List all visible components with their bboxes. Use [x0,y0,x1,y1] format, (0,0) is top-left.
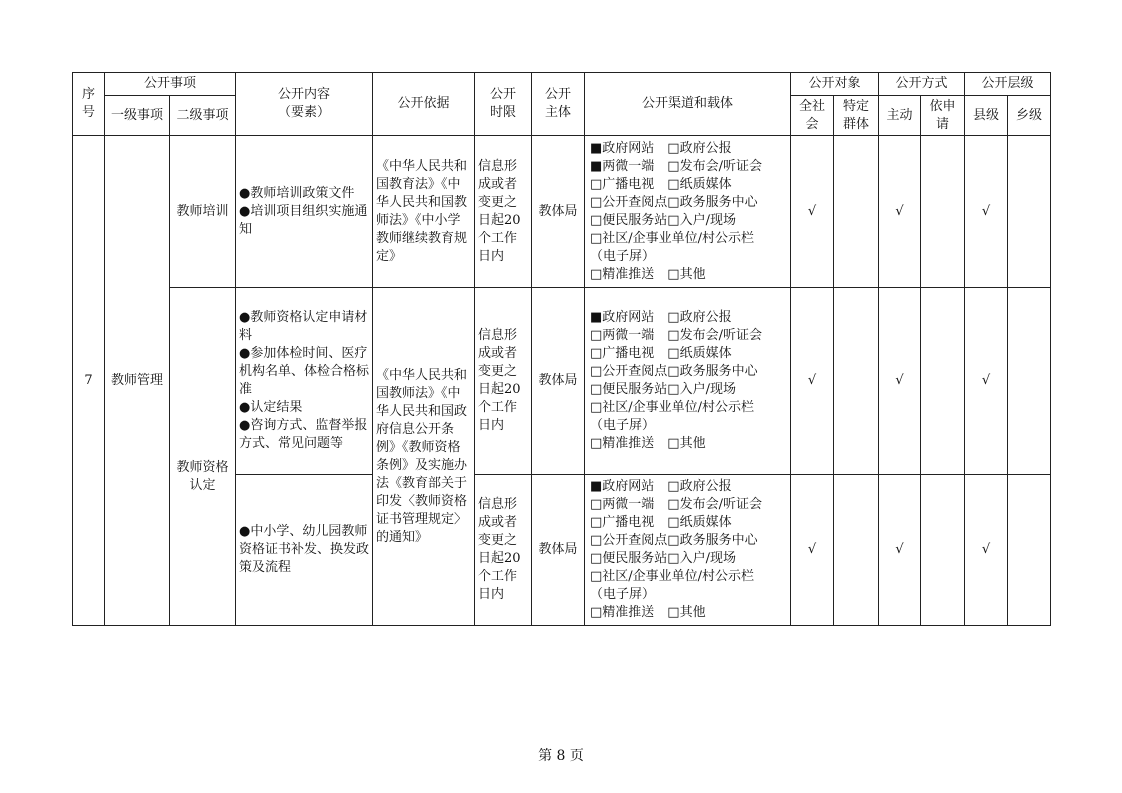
level-township-mark [1008,136,1051,288]
header-level-township: 乡级 [1008,96,1051,136]
header-seq: 序号 [73,73,105,136]
channel-line: （电子屏） [590,587,656,602]
level1-cell: 教师管理 [105,136,170,626]
method-apply-mark [921,475,965,626]
channel-line: □公开查阅点□政务服务中心 [590,364,758,379]
channel-line: （电子屏） [590,248,656,264]
header-audience-specific: 特定 群体 [834,96,879,136]
channel-line: □广播电视 □纸质媒体 [590,346,732,361]
header-audience-all: 全社 会 [791,96,834,136]
basis-cell: 《中华人民共和国教师法》《中华人民共和国政府信息公开条例》《教师资格条例》及实施办法《教育部关于印发〈教师资格证书管理规定〉的通知》 [373,288,475,626]
header-basis: 公开依据 [373,73,475,136]
channel-line: □便民服务站□入户/现场 [590,551,736,566]
header-method-active: 主动 [879,96,921,136]
channel-line: □便民服务站□入户/现场 [590,382,736,397]
level-county-mark: √ [965,136,1008,288]
channel-line: □精准推送 □其他 [590,605,706,620]
header-method: 公开方式 [879,73,965,96]
channel-cell [585,475,791,626]
audience-all-mark: √ [791,136,834,288]
header-level1: 一级事项 [105,96,170,136]
content-cell: ●教师资格认定申请材料 ●参加体检时间、医疗机构名单、体检合格标准 ●认定结果 ●咨询方式、监督举报方式、常见问题等 [236,288,373,475]
channel-line: □广播电视 □纸质媒体 [590,515,732,530]
audience-specific-mark [834,288,879,475]
time-limit-cell: 信息形成或者变更之日起20个工作日内 [475,288,532,475]
header-channel: 公开渠道和载体 [585,73,791,136]
time-limit-cell: 信息形成或者变更之日起20个工作日内 [475,136,532,288]
header-level-county: 县级 [965,96,1008,136]
time-limit-cell: 信息形成或者变更之日起20个工作日内 [475,475,532,626]
audience-all-mark: √ [791,288,834,475]
content-cell: ●教师培训政策文件 ●培训项目组织实施通知 [236,136,373,288]
channel-line: ■政府网站 □政府公报 [590,140,732,156]
channel-line: □公开查阅点□政务服务中心 [590,533,758,548]
header-row-1 [73,73,1051,96]
channel-line: □广播电视 □纸质媒体 [590,176,732,192]
level-county-mark: √ [965,288,1008,475]
method-apply-mark [921,136,965,288]
method-apply-mark [921,288,965,475]
level2-cell: 教师培训 [170,136,236,288]
channel-line: □两微一端 □发布会/听证会 [590,497,762,512]
content-cell: ●中小学、幼儿园教师资格证书补发、换发政策及流程 [236,475,373,626]
channel-line: □社区/企事业单位/村公示栏 [590,230,755,246]
channel-line: （电子屏） [590,418,656,433]
method-active-mark: √ [879,288,921,475]
header-audience: 公开对象 [791,73,879,96]
channel-line: □精准推送 □其他 [590,266,706,282]
disclosure-table [72,72,1051,626]
audience-all-mark: √ [791,475,834,626]
audience-specific-mark [834,475,879,626]
channel-cell [585,288,791,475]
table-row [73,136,1051,288]
header-public-items: 公开事项 [105,73,236,96]
header-subject: 公开 主体 [532,73,585,136]
channel-line: □公开查阅点□政务服务中心 [590,194,758,210]
header-level: 公开层级 [965,73,1051,96]
channel-cell [585,136,791,288]
seq-cell: 7 [73,136,105,626]
method-active-mark: √ [879,136,921,288]
table-row [73,288,1051,475]
header-level2: 二级事项 [170,96,236,136]
level-county-mark: √ [965,475,1008,626]
basis-cell: 《中华人民共和国教育法》《中华人民共和国教师法》《中小学教师继续教育规定》 [373,136,475,288]
page-number: 第 8 页 [538,748,584,764]
subject-cell: 教体局 [532,136,585,288]
channel-line: ■两微一端 □发布会/听证会 [590,158,762,174]
subject-cell: 教体局 [532,288,585,475]
header-method-apply: 依申请 [921,96,965,136]
header-content: 公开内容 （要素） [236,73,373,136]
method-active-mark: √ [879,475,921,626]
level-township-mark [1008,475,1051,626]
header-time-limit: 公开 时限 [475,73,532,136]
channel-line: □两微一端 □发布会/听证会 [590,328,762,343]
audience-specific-mark [834,136,879,288]
channel-line: □便民服务站□入户/现场 [590,212,736,228]
channel-line: ■政府网站 □政府公报 [590,310,732,325]
subject-cell: 教体局 [532,475,585,626]
level2-cell: 教师资格认定 [170,288,236,626]
channel-line: ■政府网站 □政府公报 [590,479,732,494]
channel-line: □精准推送 □其他 [590,436,706,451]
channel-line: □社区/企事业单位/村公示栏 [590,569,755,584]
level-township-mark [1008,288,1051,475]
channel-line: □社区/企事业单位/村公示栏 [590,400,755,415]
